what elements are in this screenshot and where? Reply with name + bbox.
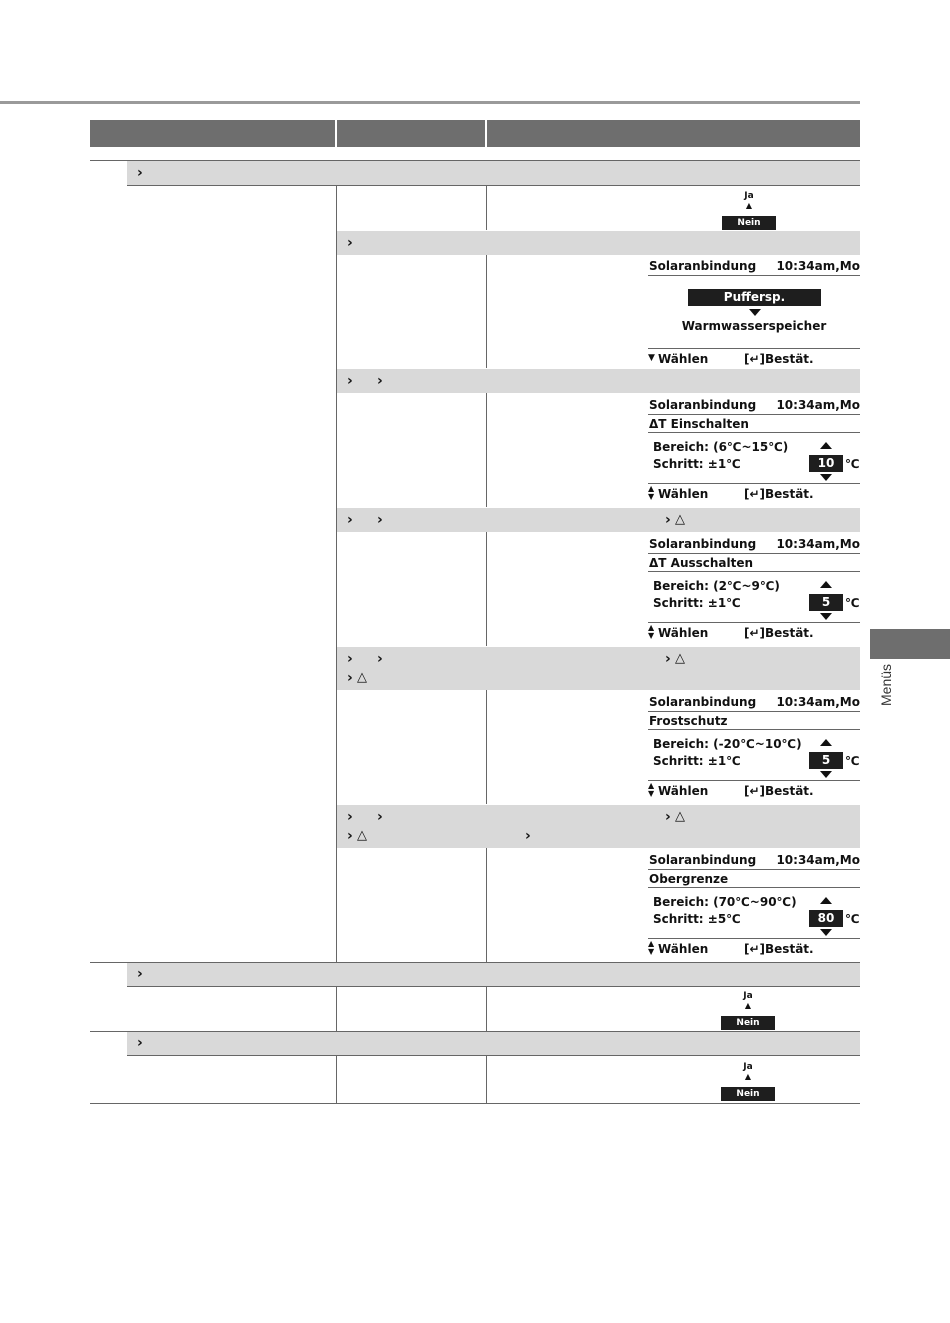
column-divider: [486, 690, 487, 804]
lcd-title: Solaranbindung: [649, 537, 757, 551]
column-divider: [486, 848, 487, 962]
lcd-footer: [648, 622, 860, 641]
lcd-time: 10:34am,Mo: [776, 853, 860, 867]
lcd-time: 10:34am,Mo: [776, 398, 860, 412]
column-divider: [336, 1055, 337, 1103]
yes-no-selector[interactable]: [709, 191, 789, 230]
arrow-down-icon[interactable]: [820, 929, 832, 936]
chevron-right-icon: ›: [137, 966, 143, 982]
menu-path-row: [337, 508, 860, 532]
option-no-selected[interactable]: Nein: [722, 216, 776, 230]
lcd-screen-solar-connection: [648, 259, 860, 367]
lcd-range: Bereich: (70℃~90℃): [653, 895, 797, 909]
lcd-title-bar: [648, 537, 860, 554]
lcd-screen-delta-on: [648, 398, 860, 506]
menu-path-row: [337, 647, 860, 690]
up-down-icon: ▲ ▼: [648, 781, 655, 798]
footer-confirm: [↵]Bestät.: [744, 784, 814, 798]
lcd-subtitle: ΔT Ausschalten: [648, 556, 860, 572]
chevron-right-icon: ›: [377, 651, 383, 667]
lcd-step: Schritt: ±1℃: [653, 596, 741, 610]
triangle-icon: △: [675, 512, 685, 527]
lcd-screen-frost-protection: [648, 695, 860, 803]
chevron-right-icon: ›: [347, 373, 353, 389]
lcd-time: 10:34am,Mo: [776, 695, 860, 709]
value-display[interactable]: 5: [809, 594, 843, 611]
unit-label: ℃: [845, 457, 860, 471]
arrow-up-icon[interactable]: [820, 581, 832, 588]
option-no-selected[interactable]: Nein: [721, 1016, 775, 1030]
value-display[interactable]: 5: [809, 752, 843, 769]
chevron-right-icon: ›: [347, 670, 353, 686]
chevron-right-icon: ›: [665, 809, 671, 825]
lcd-title: Solaranbindung: [649, 853, 757, 867]
side-chapter-tab: [870, 629, 950, 659]
arrow-up-icon: ▲: [745, 201, 753, 210]
value-display[interactable]: 80: [809, 910, 843, 927]
lcd-subtitle: ΔT Einschalten: [648, 417, 860, 433]
value-display[interactable]: 10: [809, 455, 843, 472]
menu-path-row: [337, 369, 860, 393]
side-chapter-label: Menüs: [878, 663, 894, 706]
table-header-col-2: [337, 120, 485, 147]
lcd-title-bar: [648, 259, 860, 276]
lcd-footer: [648, 348, 860, 367]
lcd-title: Solaranbindung: [649, 398, 757, 412]
column-divider: [486, 986, 487, 1031]
triangle-icon: △: [357, 670, 367, 685]
lcd-footer: [648, 780, 860, 799]
arrow-down-icon: ▼: [648, 353, 655, 363]
menu-path-row: [337, 805, 860, 848]
up-down-icon: ▲ ▼: [648, 939, 655, 956]
chevron-right-icon: ›: [137, 1035, 143, 1051]
unit-label: ℃: [845, 912, 860, 926]
row-divider: [127, 1055, 860, 1056]
chevron-right-icon: ›: [347, 235, 353, 251]
table-header-col-3: [487, 120, 860, 147]
chevron-right-icon: ›: [377, 373, 383, 389]
up-down-icon: ▲ ▼: [648, 623, 655, 640]
option-yes[interactable]: Ja: [744, 191, 754, 201]
row-divider: [127, 185, 860, 186]
yes-no-selector[interactable]: [708, 991, 788, 1030]
lcd-step: Schritt: ±1℃: [653, 457, 741, 471]
lcd-range: Bereich: (-20℃~10℃): [653, 737, 802, 751]
lcd-time: 10:34am,Mo: [776, 537, 860, 551]
arrow-down-icon[interactable]: [820, 771, 832, 778]
lcd-subtitle: Frostschutz: [648, 714, 860, 730]
triangle-icon: △: [675, 809, 685, 824]
lcd-screen-upper-limit: [648, 853, 860, 961]
arrow-up-icon: ▲: [744, 1001, 752, 1010]
row-divider: [90, 1103, 860, 1104]
option[interactable]: Warmwasserspeicher: [681, 319, 827, 333]
row-divider: [127, 986, 860, 987]
footer-select: Wählen: [658, 352, 709, 366]
lcd-screen-delta-off: [648, 537, 860, 645]
unit-label: ℃: [845, 596, 860, 610]
chevron-right-icon: ›: [347, 809, 353, 825]
arrow-up-icon[interactable]: [820, 897, 832, 904]
column-divider: [486, 393, 487, 507]
lcd-step: Schritt: ±1℃: [653, 754, 741, 768]
column-divider: [486, 1055, 487, 1103]
chevron-right-icon: ›: [525, 828, 531, 844]
arrow-up-icon[interactable]: [820, 442, 832, 449]
lcd-title-bar: [648, 695, 860, 712]
arrow-up-icon[interactable]: [820, 739, 832, 746]
column-divider: [486, 532, 487, 646]
chevron-right-icon: ›: [137, 165, 143, 181]
lcd-time: 10:34am,Mo: [776, 259, 860, 273]
top-rule: [0, 101, 860, 104]
lcd-title-bar: [648, 398, 860, 415]
table-header-col-1: [90, 120, 335, 147]
arrow-up-icon: ▲: [744, 1072, 752, 1081]
menu-path-row: [337, 231, 860, 255]
triangle-icon: △: [675, 651, 685, 666]
lcd-footer: [648, 938, 860, 957]
chevron-right-icon: ›: [665, 651, 671, 667]
menu-path-row: [127, 963, 860, 986]
arrow-down-icon[interactable]: [820, 474, 832, 481]
menu-path-row: [127, 1032, 860, 1055]
footer-select: Wählen: [658, 626, 709, 640]
chevron-right-icon: ›: [347, 651, 353, 667]
footer-select: Wählen: [658, 784, 709, 798]
column-divider: [486, 185, 487, 230]
chevron-right-icon: ›: [347, 512, 353, 528]
column-divider: [336, 986, 337, 1031]
lcd-range: Bereich: (2℃~9℃): [653, 579, 780, 593]
footer-confirm: [↵]Bestät.: [744, 942, 814, 956]
lcd-title-bar: [648, 853, 860, 870]
footer-confirm: [↵]Bestät.: [744, 626, 814, 640]
menu-path-row: [127, 161, 860, 185]
option-no-selected[interactable]: Nein: [721, 1087, 775, 1101]
option-yes[interactable]: Ja: [743, 991, 753, 1001]
lcd-step: Schritt: ±5℃: [653, 912, 741, 926]
chevron-right-icon: ›: [377, 512, 383, 528]
yes-no-selector[interactable]: [708, 1062, 788, 1101]
lcd-range: Bereich: (6℃~15℃): [653, 440, 789, 454]
column-divider: [486, 255, 487, 368]
unit-label: ℃: [845, 754, 860, 768]
lcd-footer: [648, 483, 860, 502]
footer-confirm: [↵]Bestät.: [744, 352, 814, 366]
up-down-icon: ▲ ▼: [648, 484, 655, 501]
chevron-right-icon: ›: [347, 828, 353, 844]
footer-select: Wählen: [658, 942, 709, 956]
option-yes[interactable]: Ja: [743, 1062, 753, 1072]
arrow-down-icon[interactable]: [820, 613, 832, 620]
chevron-right-icon: ›: [665, 512, 671, 528]
arrow-down-icon: [749, 309, 761, 316]
lcd-title: Solaranbindung: [649, 695, 757, 709]
chevron-right-icon: ›: [377, 809, 383, 825]
lcd-subtitle: Obergrenze: [648, 872, 860, 888]
triangle-icon: △: [357, 828, 367, 843]
footer-confirm: [↵]Bestät.: [744, 487, 814, 501]
lcd-title: Solaranbindung: [649, 259, 757, 273]
selected-option[interactable]: Puffersp.: [688, 289, 821, 306]
footer-select: Wählen: [658, 487, 709, 501]
